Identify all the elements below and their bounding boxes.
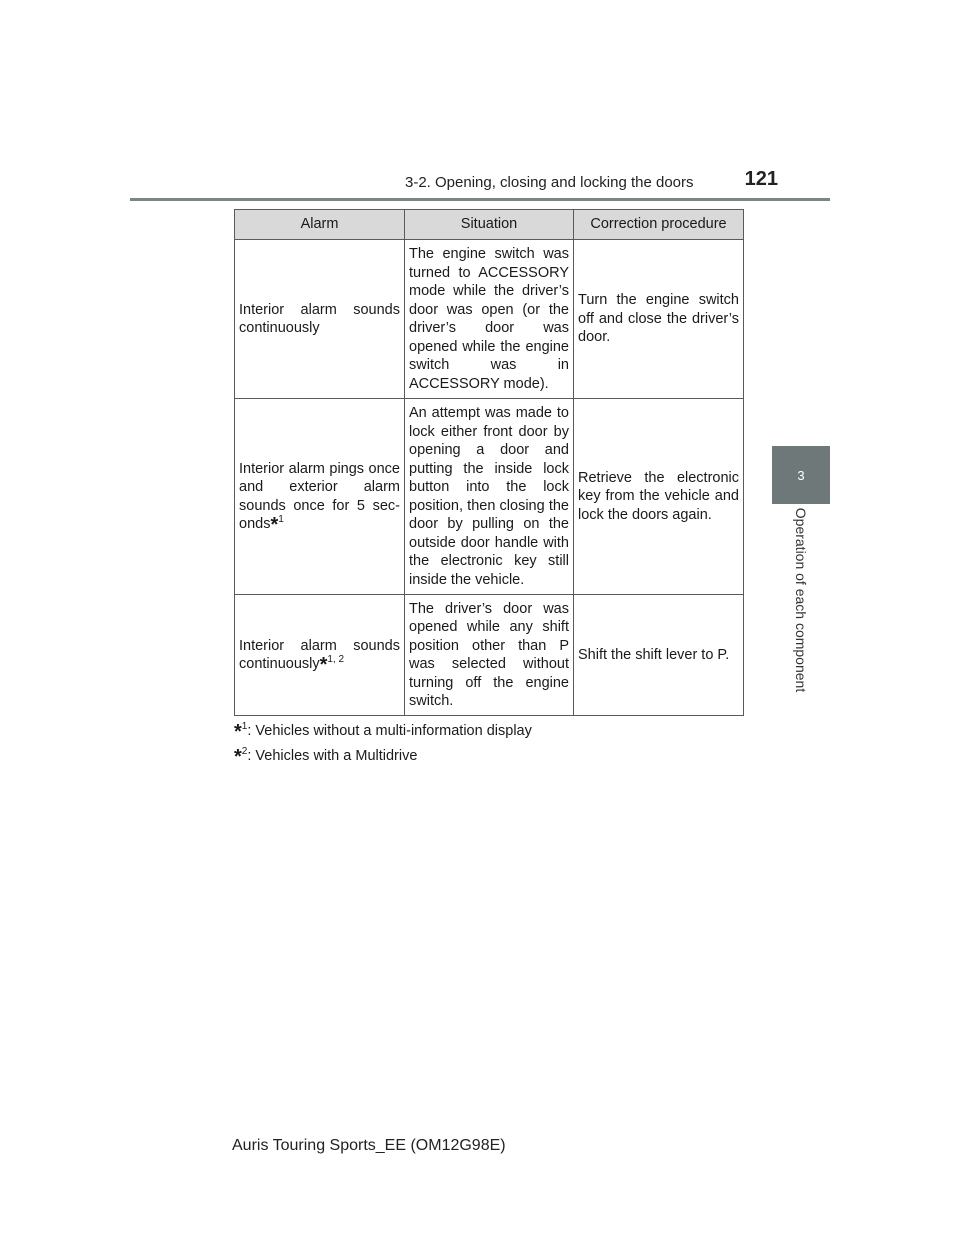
footnote-star-icon: * xyxy=(234,721,242,743)
footnote-mark: 1 xyxy=(241,721,248,733)
alarm-cell xyxy=(235,399,405,595)
correction-cell: Retrieve the electronic key from the vehicle and lock the doors again. xyxy=(574,399,744,595)
alarm-cell xyxy=(235,595,405,716)
alarm-text: Interior alarm sounds continuously xyxy=(239,637,400,672)
alarm-table xyxy=(234,209,744,716)
header-divider xyxy=(130,198,830,201)
section-title: 3-2. Opening, closing and locking the doors xyxy=(405,174,694,191)
footnote-ref: 1 xyxy=(278,514,284,526)
footnote-star-icon: * xyxy=(234,746,242,768)
footnote-text: : Vehicles with a Multidrive xyxy=(247,748,418,764)
situation-cell: The engine switch was turned to ACCESSORY mode while the driver’s door was open (or the driver’s door was opened while the engine switch was in ACCESSORY mode). xyxy=(405,240,574,399)
correction-cell: Shift the shift lever to P. xyxy=(574,595,744,716)
footnote-star-icon: * xyxy=(319,654,328,676)
table-row xyxy=(235,595,744,716)
chapter-number: 3 xyxy=(797,467,805,483)
chapter-tab[interactable] xyxy=(772,446,830,504)
situation-cell: The driver’s door was opened while any shift position other than P was selected without turning off the engine switch. xyxy=(405,595,574,716)
alarm-text: Interior alarm sounds continuously xyxy=(239,301,400,336)
footnote-mark: 2 xyxy=(241,746,248,758)
table-header-row xyxy=(235,210,744,240)
footnote-star-icon: * xyxy=(270,514,279,536)
footnote-text: : Vehicles without a multi-information display xyxy=(247,723,532,739)
correction-cell: Turn the engine switch off and close the driver’s door. xyxy=(574,240,744,399)
table-row xyxy=(235,399,744,595)
chapter-side-label xyxy=(772,504,830,696)
column-header-situation: Situation xyxy=(405,210,574,240)
column-header-alarm: Alarm xyxy=(235,210,405,240)
chapter-title: Operation of each component xyxy=(793,507,809,693)
alarm-cell xyxy=(235,240,405,399)
column-header-correction: Correction procedure xyxy=(574,210,744,240)
table-row xyxy=(235,240,744,399)
alarm-text: Interior alarm pings once and exterior alarm sounds once for 5 sec- onds xyxy=(239,460,400,532)
footnote xyxy=(234,746,418,768)
footnote xyxy=(234,721,532,743)
page-number: 121 xyxy=(744,168,778,190)
footer-model: Auris Touring Sports_EE (OM12G98E) xyxy=(232,1137,506,1154)
footnote-ref: 1, 2 xyxy=(327,654,345,666)
situation-cell: An attempt was made to lock either front door by opening a door and putting the inside lock button into the lock position, then closing the door by pulling on the outside door handle with the electronic key still inside the vehicle. xyxy=(405,399,574,595)
